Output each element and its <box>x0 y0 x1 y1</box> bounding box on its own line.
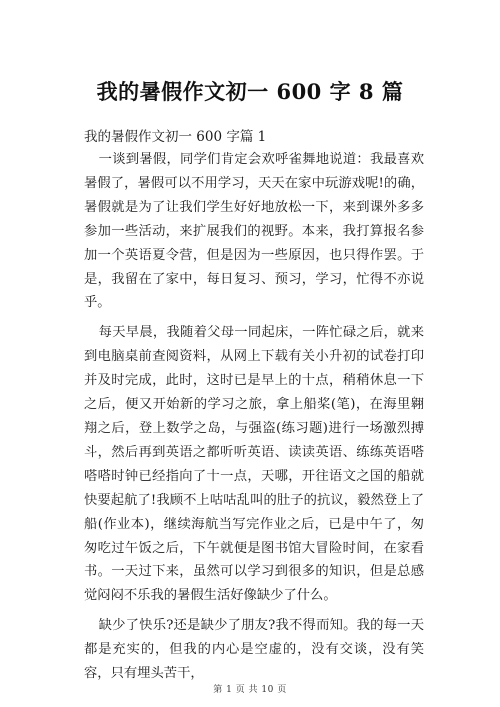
paragraph: 缺少了快乐?还是缺少了朋友?我不得而知。我的每一天都是充实的，但我的内心是空虚的，没有交谈，没有笑容，只有埋头苦干， <box>84 618 424 682</box>
paragraph: 每天早晨，我随着父母一同起床，一阵忙碌之后，就来到电脑桌前查阅资料，从网上下载有关小升初的试卷打印并及时完成，此时，这时已是早上的十点，稍稍休息一下之后，便又开始新的学习之旅，拿上船桨(笔)，在海里翱翔之后，登上数学之岛，与强盗(练习题)进行一场激烈搏斗，然后再到英语之都听听英语、读读英语、练练英语嗒嗒嗒时钟已经指向了十一点，天哪，开往语文之国的船就快要起航了!我顾不上咕咕乱叫的肚子的抗议，毅然登上了船(作业本)，继续海航当写完作业之后，已是中午了，匆匆吃过午饭之后，下午就便是图书馆大冒险时间，在家看书。一天过下来，虽然可以学习到很多的知识，但是总感觉闷闷不乐我的暑假生活好像缺少了什么。 <box>84 325 424 604</box>
document-title: 我的暑假作文初一 600 字 8 篇 <box>96 79 404 104</box>
paragraph: 一谈到暑假，同学们肯定会欢呼雀舞地说道：我最喜欢暑假了，暑假可以不用学习，天天在家中玩游戏呢!的确，暑假就是为了让我们学生好好地放松一下，来到课外多多参加一些活动，来扩展我们的视野。本来，我打算报名参加一个英语夏令营，但是因为一些原因，也只得作罢。于是，我留在了家中，每日复习、预习，学习，忙得不亦说乎。 <box>84 152 424 311</box>
section-heading: 我的暑假作文初一 600 字篇 1 <box>84 129 267 145</box>
page-footer: 第 1 页 共 10 页 <box>213 685 287 695</box>
body-text <box>84 148 424 692</box>
